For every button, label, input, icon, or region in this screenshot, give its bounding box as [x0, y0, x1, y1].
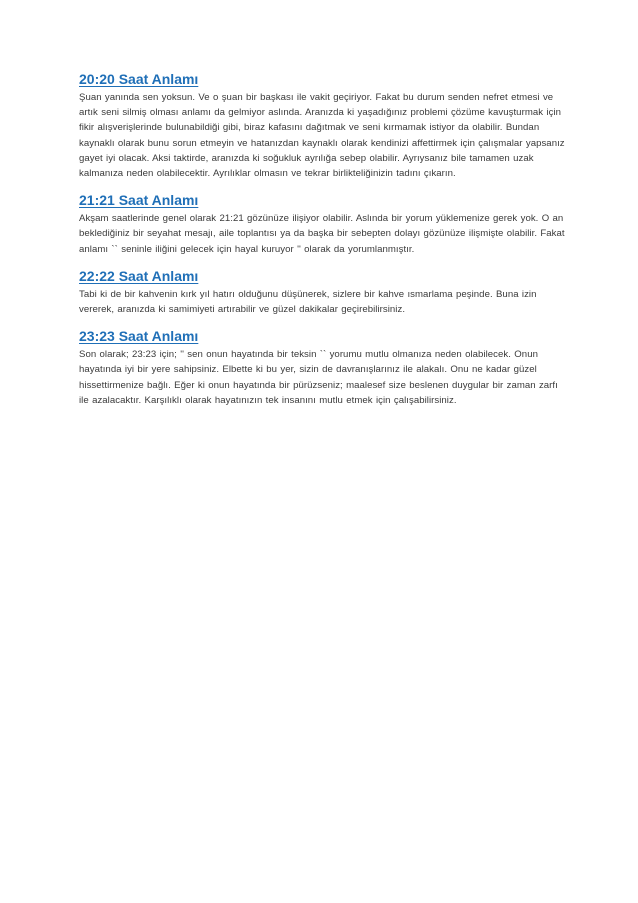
section-paragraph: Son olarak; 23:23 için; '' sen onun hayatında bir teksin `` yorumu mutlu olmanıza neden olabilecek. Onun hayatında iyi bir yere sahipsiniz. Elbette ki bu yer, sizin de davranışlarınız ile alakalı. Onu ne kadar güzel hissettirmenize bağlı. Eğer ki onun hayatında bir pürüzseniz; maalesef size beslenen duygular bir zaman zarfı ile azalacaktır. Karşılıklı olarak hayatınızın tek insanını mutlu etmek için çalışabilirsiniz.: [79, 349, 558, 406]
section-heading: 20:20 Saat Anlamı: [79, 71, 199, 87]
section-paragraph: Akşam saatlerinde genel olarak 21:21 gözünüze ilişiyor olabilir. Aslında bir yorum yüklemenize gerek yok. O an beklediğiniz bir seyahat mesajı, aile toplantısı ya da başka bir sebepten dolayı gözünüze ilişmişte olabilir. Fakat anlamı `` seninle iliğini gelecek için hayal kuruyor '' olarak da yorumlanmıştır.: [79, 213, 565, 255]
section-2222: [79, 267, 569, 317]
section-2020: [79, 70, 569, 181]
section-2323: [79, 327, 569, 408]
section-heading: 23:23 Saat Anlamı: [79, 328, 199, 345]
section-heading: 22:22 Saat Anlamı: [79, 267, 199, 284]
section-2121: [79, 191, 569, 257]
section-heading: 21:21 Saat Anlamı: [79, 192, 199, 209]
section-paragraph: Şuan yanında sen yoksun. Ve o şuan bir başkası ile vakit geçiriyor. Fakat bu durum senden nefret etmesi ve artık seni silmiş olması anlamı da gelmiyor aslında. Aranızda ki yaşadığınız problemi çözüme kavuşturmak için fikir alışverişlerinde bulunabildiği gibi, biraz kafasını dağıtmak ve seni kırmamak istiyor da olabilir. Bundan kaynaklı olarak bunu sorun etmeyin ve hatanızdan kaynaklı olarak kendinizi affettirmek için çalışmalar yapsanız gayet iyi olacak. Aksi taktirde, aranızda ki soğukluk ayrılığa sebep olabilir. Ayrıysanız bile tamamen uzak kalmanıza neden olabilecektir. Ayrılıklar olmasın ve tekrar birlikteliğinizin tadını çıkarın.: [79, 92, 565, 180]
document-page: [79, 70, 569, 408]
section-paragraph: Tabi ki de bir kahvenin kırk yıl hatırı olduğunu düşünerek, sizlere bir kahve ısmarlama peşinde. Buna izin vererek, aranızda ki samimiyeti artırabilir ve güzel dakikalar geçirebilirsiniz.: [79, 288, 537, 316]
